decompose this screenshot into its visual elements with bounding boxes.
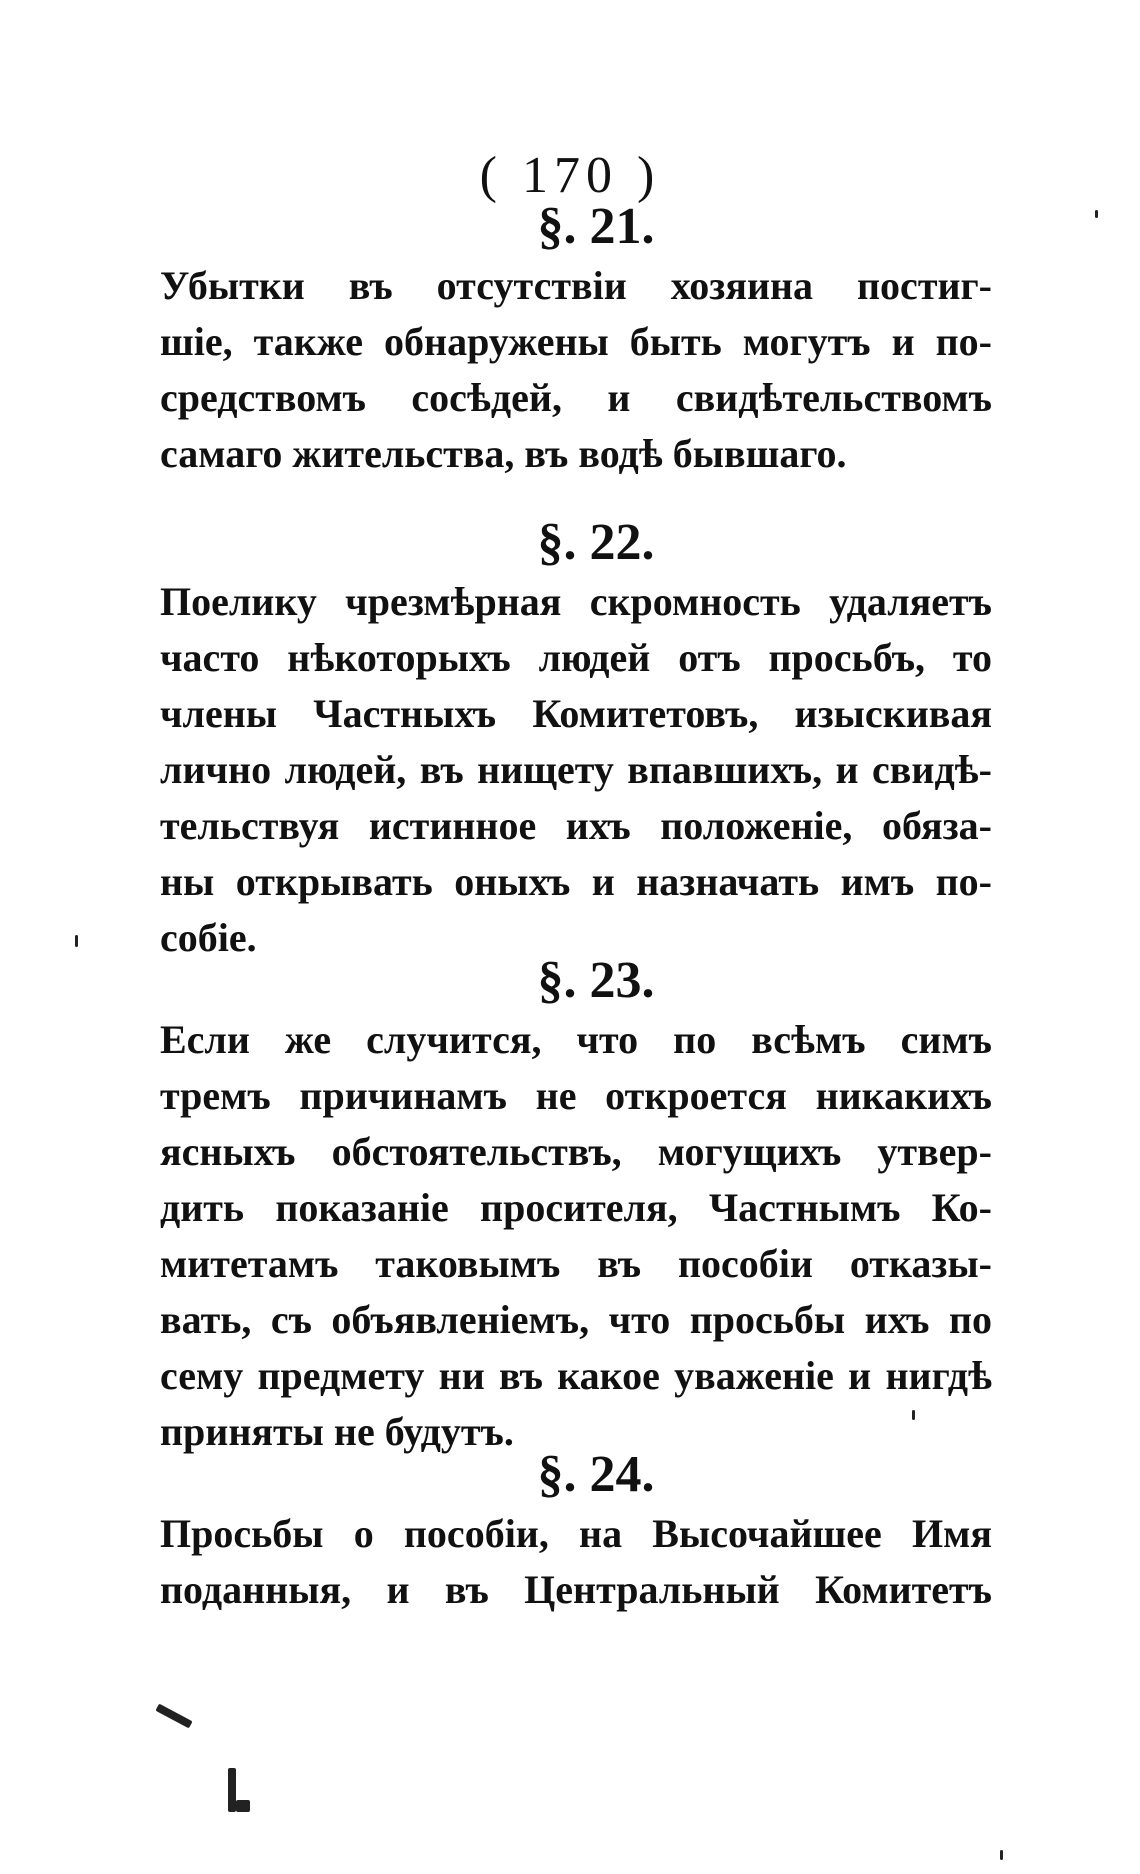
scan-artifact [912,1410,915,1420]
scan-artifact [155,1704,192,1729]
text-line: поданныя, и въ Центральный Комитетъ [160,1567,992,1612]
text-line: Поелику чрезмѣрная скромность удаляетъ [160,579,992,624]
scan-artifact [1000,1850,1003,1860]
section-paragraph [160,258,992,482]
text-line: дить показаніе просителя, Частнымъ Ко- [160,1185,992,1230]
section-paragraph [160,1012,992,1460]
section-heading: §. 22. [537,514,655,571]
text-line: вать, съ объявленіемъ, что просьбы ихъ по [160,1297,992,1342]
section-23 [160,950,992,1460]
section-22 [160,512,992,966]
text-line: самаго жительства, въ водѣ бывшаго. [160,431,847,476]
section-heading: §. 23. [537,952,655,1009]
section-24 [160,1444,992,1618]
section-heading: §. 24. [537,1446,655,1503]
text-line: собіе. [160,915,257,960]
text-line: члены Частныхъ Комитетовъ, изыскивая [160,691,992,736]
scan-artifact [228,1768,236,1812]
text-line: тельствуя истинное ихъ положеніе, обяза- [160,803,992,848]
text-line: лично людей, въ нищету впавшихъ, и свидѣ- [160,747,992,792]
text-line: митетамъ таковымъ въ пособіи отказы- [160,1241,992,1286]
section-paragraph [160,574,992,966]
scan-artifact [236,1800,250,1812]
scan-artifact [1095,210,1098,218]
text-line: средствомъ сосѣдей, и свидѣтельствомъ [160,375,992,420]
text-line: шіе, также обнаружены быть могутъ и по- [160,319,992,364]
text-line: Если же случится, что по всѣмъ симъ [160,1017,992,1062]
text-line: ясныхъ обстоятельствъ, могущихъ утвер- [160,1129,992,1174]
section-paragraph [160,1506,992,1618]
section-heading: §. 21. [537,198,655,255]
text-line: приняты не будутъ. [160,1409,514,1454]
text-line: Убытки въ отсутствіи хозяина постиг- [160,263,992,308]
section-21 [160,196,992,482]
text-line: ны открывать оныхъ и назначать имъ по- [160,859,992,904]
text-line: часто нѣкоторыхъ людей отъ просьбъ, то [160,635,992,680]
page-number: ( 170 ) [479,147,661,204]
text-line: сему предмету ни въ какое уваженіе и нигдѣ [160,1353,992,1398]
text-line: Просьбы о пособіи, на Высочайшее Имя [160,1511,992,1556]
scan-artifact [75,935,78,947]
text-line: тремъ причинамъ не откроется никакихъ [160,1073,992,1118]
